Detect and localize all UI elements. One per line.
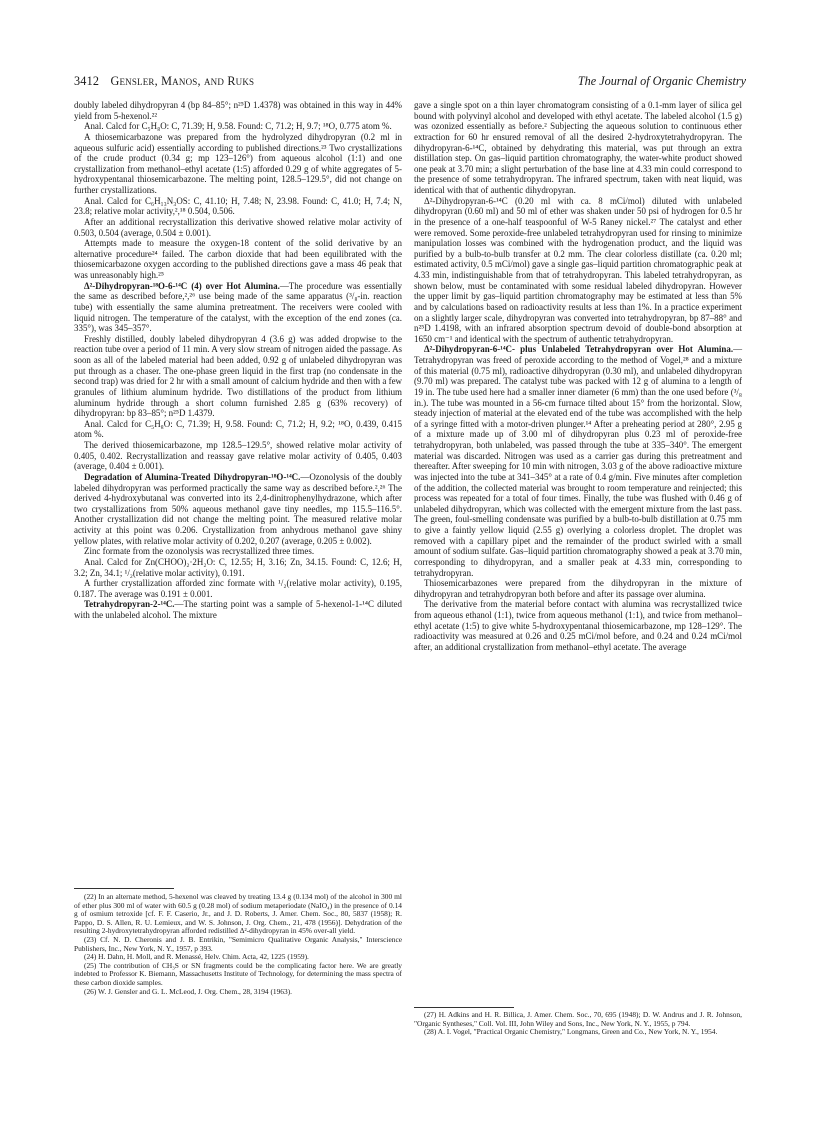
body-paragraph: The derived thiosemicarbazone, mp 128.5–129.5°, showed relative molar activity of 0.405, 0.402. Recrystallization and reassay gave relative molar activity of 0.405, 0.403 (average, 0.404 ± 0.001). xyxy=(74,440,402,472)
section-heading: Tetrahydropyran-2-¹⁴C. xyxy=(84,599,175,610)
body-paragraph: A further crystallization afforded zinc formate with ¹/₂(relative molar activity), 0.195, 0.187. The average was 0.191 ± 0.001. xyxy=(74,578,402,599)
body-paragraph: Anal. Calcd for C₅H₈O: C, 71.39; H, 9.58. Found: C, 71.2; H, 9.2; ¹⁸O, 0.439, 0.415 atom %. xyxy=(74,418,402,440)
body-paragraph: Anal. Calcd for C₆H₁₃N₃OS: C, 41.10; H, 7.48; N, 23.98. Found: C, 41.0; H, 7.4; N, 23.8; relative molar activity,²,¹⁸ 0.504, 0.506. xyxy=(74,195,402,217)
footnote: (23) Cf. N. D. Cheronis and J. B. Entrikin, "Semimicro Qualitative Organic Analysis," Interscience Publishers, Inc., New York, N. Y., 1957, p 393. xyxy=(74,934,402,953)
journal-title: The Journal of Organic Chemistry xyxy=(577,74,746,88)
paragraph-text: —The starting point was a sample of 5-hexenol-1-¹⁴C diluted with the unlabeled alcohol. The mixture xyxy=(74,599,402,620)
body-paragraph: Δ²-Dihydropyran-6-¹⁴C (0.20 ml with ca. 8 mCi/mol) diluted with unlabeled dihydropyran (0.60 ml) and 50 ml of ether was shaken under 50 psi of hydrogen for 0.5 hr in the presence of a one-half teaspoonful of W-5 Raney nickel.²⁷ The catalyst and ether were removed. Some peroxide-free unlabeled tetrahydropyran used for rinsing to minimize manipulation losses was combined with the hydrogenation product, and the liquid was purified by a bulb-to-bulb transfer at 0.2 mm. The clear colorless distillate (ca. 0.20 ml; estimated activity, 0.5 mCi/mol) gave a single gas–liquid partition chromatographic peak at 4.33 min, indistinguishable from that of tetrahydropyran. This labeled tetrahydropyran, as shown below, must be contaminated with some residual labeled dihydropyran. However the upper limit by gas–liquid partition chromatography may be estimated at less than 5% and by calculations based on radioactivity results at less than 1%. In a practice experiment on a slightly larger scale, dihydropyran was converted into tetrahydropyran, bp 87–88° and n²⁵D 1.4198, with an infrared absorption spectrum devoid of double-bond absorption at 1650 cm⁻¹ and identical with the spectrum of authentic tetrahydropyran. xyxy=(414,195,742,344)
footnote-rule-left xyxy=(74,888,174,889)
section-heading: Δ²-Dihydropyran-¹⁸O-6-¹⁴C (4) over Hot Alumina. xyxy=(84,280,280,291)
running-header-left xyxy=(74,74,254,89)
section-heading: Δ²-Dihydropyran-6-¹⁴C- plus Unlabeled Tetrahydropyran over Hot Alumina. xyxy=(424,344,734,355)
section-paragraph xyxy=(74,281,402,334)
footnote: (25) The contribution of CH₃S or SN fragments could be the complicating factor here. We are greatly indebted to Professor K. Biemann, Massachusetts Institute of Technology, for determining the mass spectra of these carbon dioxide samples. xyxy=(74,960,402,987)
page-number: 3412 xyxy=(74,74,100,88)
right-column xyxy=(414,100,742,653)
body-paragraph: Zinc formate from the ozonolysis was recrystallized three times. xyxy=(84,546,315,557)
left-column xyxy=(74,100,402,621)
section-heading: Degradation of Alumina-Treated Dihydropyran-¹⁸O-¹⁴C. xyxy=(84,471,301,482)
body-paragraph: Anal. Calcd for C₅H₈O: C, 71.39; H, 9.58. Found: C, 71.2; H, 9.7; ¹⁸O, 0.775 atom %. xyxy=(84,121,392,132)
body-paragraph: The derivative from the material before contact with alumina was recrystallized twice from aqueous ethanol (1:1), twice from aqueous methanol (1:1), and twice from methanol–ethyl acetate (1:5) to give white 5-hydroxypentanal thiosemicarbazone, mp 128–129°. The radioactivity was measured at 0.26 and 0.25 mCi/mol before, and 0.24 and 0.24 mCi/mol after, an additional crystallization from methanol–ethyl acetate. The average xyxy=(414,599,742,652)
body-paragraph: Anal. Calcd for Zn(CHOO)₂·2H₂O: C, 12.55; H, 3.16; Zn, 34.15. Found: C, 12.6; H, 3.2; Zn, 34.1; ¹/₂(relative molar activity), 0.191. xyxy=(74,556,402,578)
footnotes-left xyxy=(74,893,402,996)
footnote: (22) In an alternate method, 5-hexenol was cleaved by treating 13.4 g (0.134 mol) of the alcohol in 300 ml of ether plus 300 ml of water with 60.5 g (0.28 mol) of sodium metaperiodate (NaIO₄) in the presence of 0.14 g of osmium tetroxide [cf. F. F. Caserio, Jr., and J. D. Roberts, J. Amer. Chem. Soc., 80, 5837 (1958); R. Pappo, D. S. Allen, R. U. Lemieux, and W. S. Johnson, J. Org. Chem., 21, 478 (1956)]. Dehydration of the resulting 2-hydroxytetrahydropyran afforded redistilled Δ²-dihydropyran in 45% over-all yield. xyxy=(74,892,402,936)
footnote: (28) A. I. Vogel, "Practical Organic Chemistry," Longmans, Green and Co., New York, N. Y., 1954. xyxy=(424,1027,718,1037)
body-paragraph: doubly labeled dihydropyran 4 (bp 84–85°; n²⁵D 1.4378) was obtained in this way in 44% yield from 5-hexenol.²² xyxy=(74,100,402,121)
body-paragraph: After an additional recrystallization this derivative showed relative molar activity of 0.503, 0.504 (average, 0.504 ± 0.001). xyxy=(74,216,402,238)
running-authors: Gensler, Manos, and Ruks xyxy=(110,74,255,88)
paragraph-text: —Ozonolysis of the doubly labeled dihydropyran was performed practically the same way as described before.²,²⁶ The derived 4-hydroxybutanal was converted into its 2,4-dinitrophenylhydrazone, which after two crystallizations from 50% aqueous methanol gave tiny needles, mp 115.5–116.5°. Another crystallization did not change the melting point. The measured relative molar activity at this point was 0.206. Crystallization from anhydrous methanol gave shiny yellow plates, with relative molar activity of 0.202, 0.207 (average, 0.205 ± 0.002). xyxy=(74,471,402,546)
section-paragraph xyxy=(414,344,742,578)
body-paragraph: Freshly distilled, doubly labeled dihydropyran 4 (3.6 g) was added dropwise to the reaction tube over a period of 11 min. A very slow stream of nitrogen aided the passage. As soon as all of the labeled material had been added, 0.92 g of unlabeled dihydropyran was put through as a chaser. The one-phase green liquid in the first trap (no condensate in the second trap) was dried for 2 hr with a small amount of calcium hydride and then with a few granules of lithium aluminum hydride. Two distillations of the product from lithium aluminum hydride through a short column furnished 2.85 g (63% recovery) of dihydropyran: bp 83–85°; n²⁵D 1.4379. xyxy=(74,333,402,419)
paragraph-text: —Tetrahydropyran was freed of peroxide according to the method of Vogel,²⁸ and a mixture of this material (0.75 ml), radioactive dihydropyran (0.30 ml), and unlabeled dihydropyran (9.70 ml) was prepared. The catalyst tube was packed with 12 g of alumina to a length of 19 in. The tube used here had a smaller inner diameter (6 mm) than the one used before (³/₈ in.). The tube was mounted in a 56-cm furnace tilted about 15° from the horizontal. Slow, steady injection of material at the elevated end of the tube was accomplished with the help of a syringe fitted with a motor-driven plunger.¹⁴ After a preheating period at 280°, 2.95 g of a mixture made up of 3.00 ml of dihydropyran plus 0.23 ml of peroxide-free tetrahydropyran, both unlabeled, was passed through the tube at 335–340°. The emergent material was discarded. Nitrogen was used as a carrier gas during this pretreatment and thereafter. After sweeping for 10 min with nitrogen, 3.03 g of the above radioactive mixture was injected into the tube at 341–345° at a rate of 0.4 g/min. Five minutes after completion of the addition, the collected material was brought to room temperature and reinjected; this process was repeated for a total of four times. Finally, the tube was flushed with 0.46 g of unlabeled dihydropyran, which was collected with the emergent mixture from the last pass. The green, foul-smelling condensate was purified by a bulb-to-bulb distillation at 0.75 mm to give a faintly yellow liquid (2.55 g) overlying a colorless droplet. The droplet was removed with a capillary pipet and the remainder of the product swirled with a small amount of sodium sulfate. Gas–liquid partition chromatography showed a peak at 3.70 min, corresponding to dihydropyran, and a smaller peak at 4.33 min, corresponding to tetrahydropyran. xyxy=(414,344,742,578)
footnote: (24) H. Dahn, H. Moll, and R. Menassé, Helv. Chim. Acta, 42, 1225 (1959). xyxy=(84,952,309,962)
section-paragraph xyxy=(74,599,402,620)
body-paragraph: gave a single spot on a thin layer chromatogram consisting of a 0.1-mm layer of silica gel bound with polyvinyl alcohol and developed with ethyl acetate. The labeled alcohol (1.5 g) was ozonized essentially as before.² Subjecting the aqueous solution to continuous ether extraction for 60 hr ensured removal of all the desired 2-hydroxytetrahydropyran. The dihydropyran-6-¹⁴C, obtained by dehydrating this material, was put through an extra distillation step. On gas–liquid partition chromatography, the water-white product showed one peak at 3.70 min; a slight perturbation of the base line at 4.33 min could correspond to the presence of some tetrahydropyran. The infrared spectrum, taken with neat liquid, was identical with that of authentic dihydropyran. xyxy=(414,100,742,195)
footnote: (27) H. Adkins and H. R. Billica, J. Amer. Chem. Soc., 70, 695 (1948); D. W. Andrus and J. R. Johnson, "Organic Syntheses," Coll. Vol. III, John Wiley and Sons, Inc., New York, N. Y., 1955, p 794. xyxy=(414,1010,742,1028)
section-paragraph xyxy=(74,472,402,546)
paragraph-text: —The procedure was essentially the same as described before,²,²⁶ use being made of the same apparatus (³/₈-in. reaction tube) with essentially the same alumina pretreatment. The receivers were cooled with liquid nitrogen. The temperature of the catalyst, with the exception of the end zones (ca. 335°), was 345–357°. xyxy=(74,280,403,334)
footnote-rule-right xyxy=(414,1007,514,1008)
body-paragraph: Thiosemicarbazones were prepared from the dihydropyran in the mixture of dihydropyran and tetrahydropyran both before and after its passage over alumina. xyxy=(414,578,742,599)
footnote: (26) W. J. Gensler and G. L. McLeod, J. Org. Chem., 28, 3194 (1963). xyxy=(84,986,293,996)
body-paragraph: A thiosemicarbazone was prepared from the hydrolyzed dihydropyran (0.2 ml in aqueous sulfuric acid) essentially according to published directions.²³ Two crystallizations of the crude product (0.34 g; mp 123–126°) from aqueous alcohol (1:1) and one crystallization from methanol–ethyl acetate (1:5) afforded 0.29 g of white aggregates of 5-hydroxypentanal thiosemicarbazone. The melting point, 128.5–129.5°, did not change on further crystallizations. xyxy=(74,131,402,195)
body-paragraph: Attempts made to measure the oxygen-18 content of the solid derivative by an alternative procedure²⁴ failed. The carbon dioxide that had been equilibrated with the thiosemicarbazone oxygen according to the published directions gave a mass 46 peak that was unreasonably high.²⁵ xyxy=(74,238,402,280)
footnotes-right xyxy=(414,1011,742,1037)
